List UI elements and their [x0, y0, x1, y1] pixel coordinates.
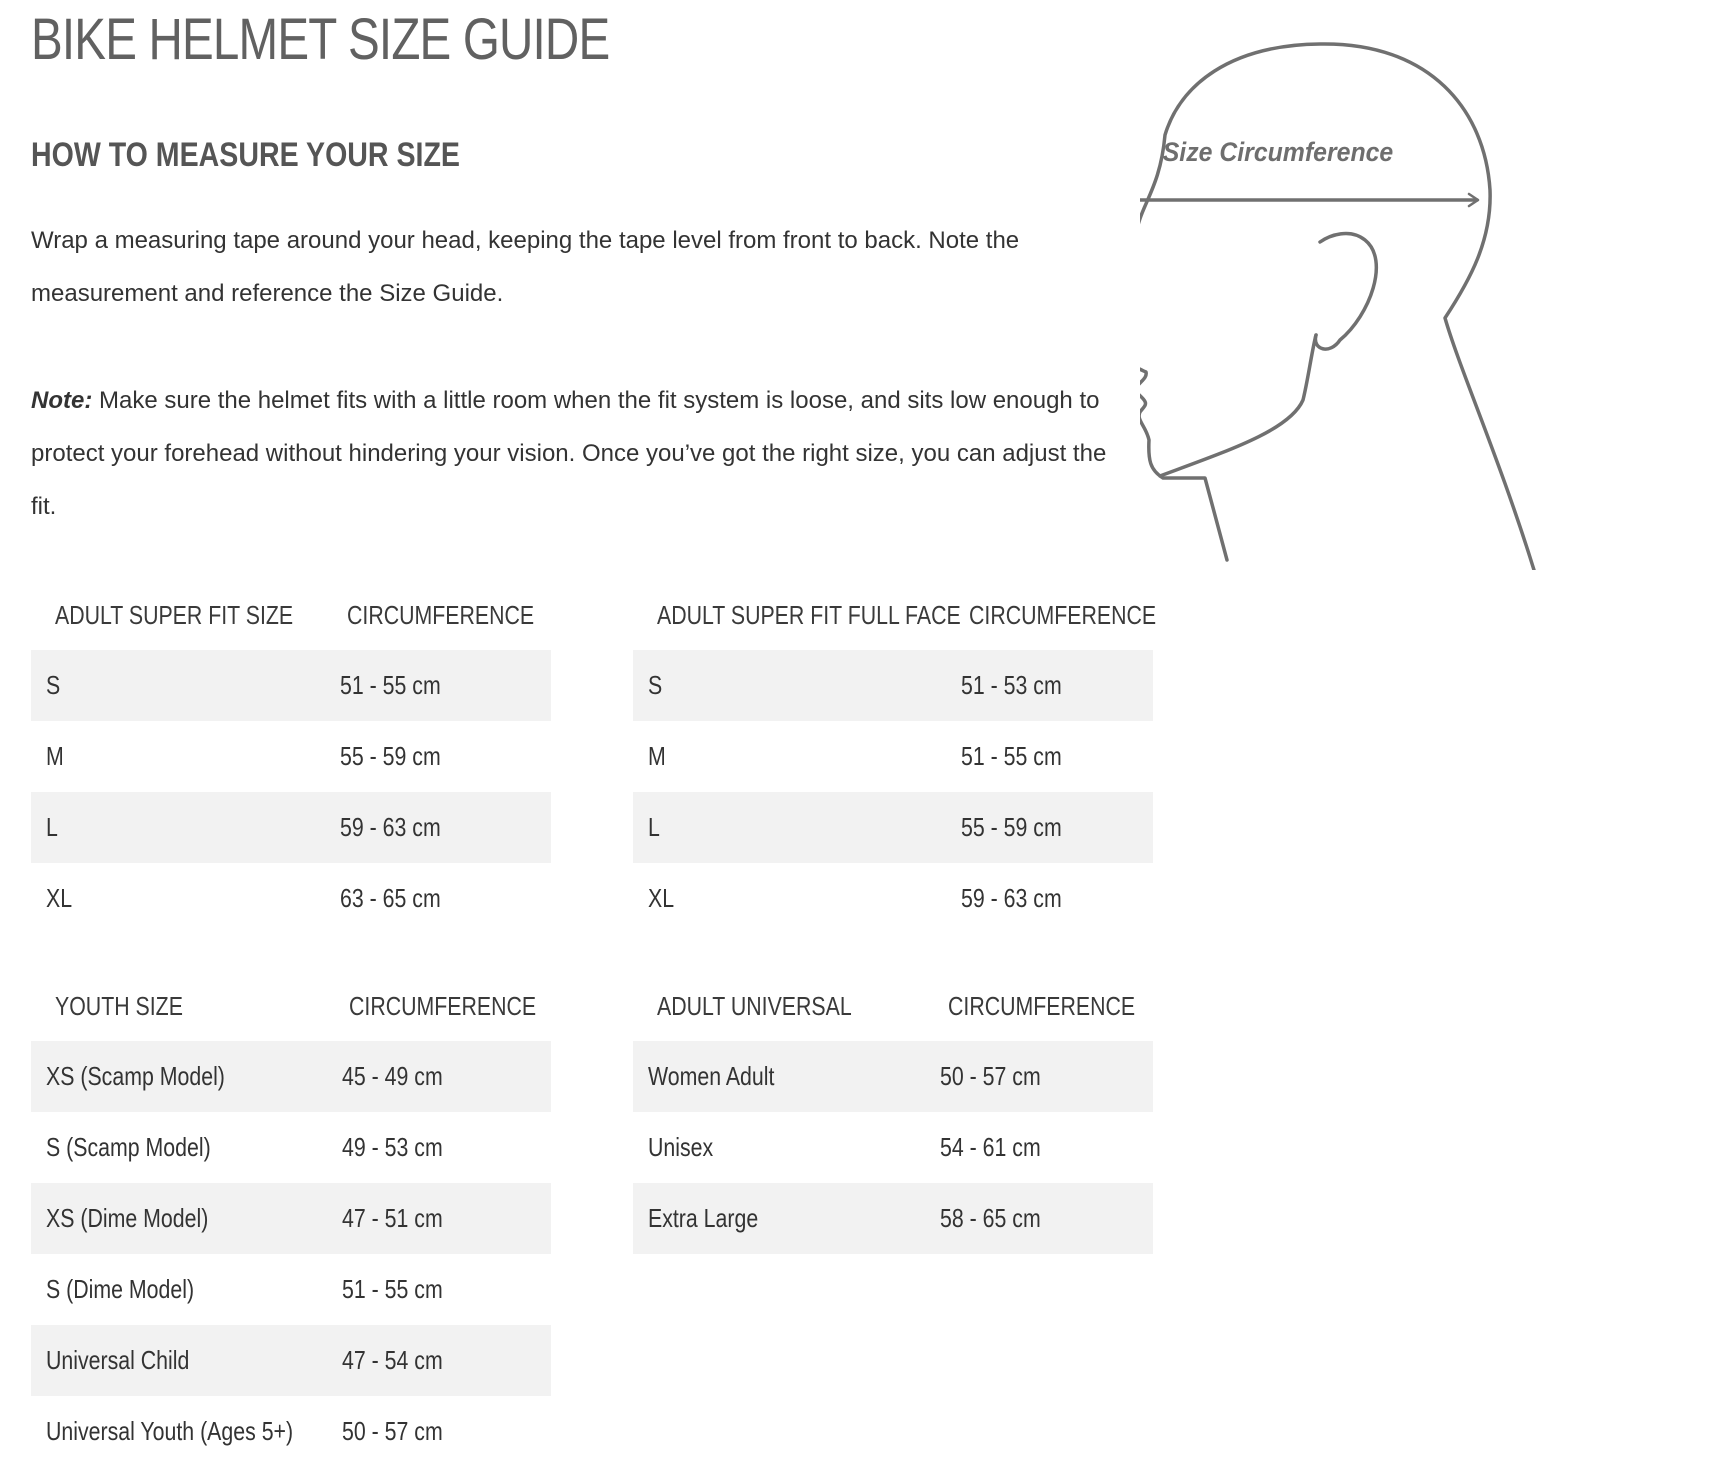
table-row — [633, 792, 1153, 863]
size-cell: S — [46, 670, 61, 700]
size-cell: XL — [648, 883, 675, 913]
circumference-column-header: CIRCUMFERENCE — [948, 991, 1136, 1021]
circumference-cell: 55 - 59 cm — [340, 741, 441, 771]
circumference-cell: 59 - 63 cm — [961, 883, 1062, 913]
table-header — [31, 588, 551, 650]
circumference-cell: 51 - 55 cm — [342, 1274, 443, 1304]
size-cell: Universal Youth (Ages 5+) — [46, 1416, 294, 1446]
size-cell: M — [46, 741, 64, 771]
size-cell: Women Adult — [648, 1061, 775, 1091]
adult-super-fit-table — [31, 588, 551, 934]
size-cell: L — [46, 812, 58, 842]
circumference-cell: 49 - 53 cm — [342, 1132, 443, 1162]
note-label: Note: — [31, 387, 93, 414]
table-row — [633, 721, 1153, 792]
measure-heading: HOW TO MEASURE YOUR SIZE — [31, 136, 460, 174]
note-text: Make sure the helmet fits with a little room when the fit system is loose, and sits low enough to protect your forehead without hindering your vision. Once you’ve got the right size, you can adjust the fit. — [31, 387, 1107, 520]
adult-universal-table — [633, 979, 1153, 1254]
table-row — [31, 1041, 551, 1112]
circumference-column-header: CIRCUMFERENCE — [347, 600, 535, 630]
circumference-cell: 50 - 57 cm — [940, 1061, 1041, 1091]
circumference-cell: 47 - 54 cm — [342, 1345, 443, 1375]
table-row — [31, 1396, 551, 1467]
size-column-header: ADULT SUPER FIT SIZE — [55, 600, 294, 630]
measure-instructions: Wrap a measuring tape around your head, keeping the tape level from front to back. Note the measurement and reference the Size Guide. — [31, 227, 1020, 307]
table-header — [31, 979, 551, 1041]
table-row — [31, 863, 551, 934]
adult-full-face-table — [633, 588, 1157, 934]
table-row — [633, 1041, 1153, 1112]
size-column-header: ADULT UNIVERSAL — [657, 991, 852, 1021]
size-cell: Extra Large — [648, 1203, 759, 1233]
circumference-cell: 59 - 63 cm — [340, 812, 441, 842]
circumference-cell: 51 - 55 cm — [340, 670, 441, 700]
circumference-cell: 63 - 65 cm — [340, 883, 441, 913]
size-cell: XL — [46, 883, 73, 913]
circumference-label: Size Circumference — [1162, 138, 1394, 168]
size-cell: Universal Child — [46, 1345, 190, 1375]
head-profile-icon — [1140, 30, 1680, 570]
table-row — [633, 1112, 1153, 1183]
size-cell: S (Scamp Model) — [46, 1132, 211, 1162]
table-row — [31, 1254, 551, 1325]
table-row — [633, 1183, 1153, 1254]
head-outline — [1140, 44, 1534, 570]
fit-note — [31, 374, 1131, 533]
size-cell: L — [648, 812, 660, 842]
table-row — [31, 650, 551, 721]
table-header — [633, 979, 1153, 1041]
size-column-header: ADULT SUPER FIT FULL FACE — [657, 600, 961, 630]
size-cell: XS (Scamp Model) — [46, 1061, 225, 1091]
table-row — [31, 1183, 551, 1254]
size-cell: S (Dime Model) — [46, 1274, 195, 1304]
size-column-header: YOUTH SIZE — [55, 991, 183, 1021]
page-title: BIKE HELMET SIZE GUIDE — [31, 7, 610, 72]
circumference-cell: 55 - 59 cm — [961, 812, 1062, 842]
circumference-cell: 45 - 49 cm — [342, 1061, 443, 1091]
table-header — [633, 588, 1157, 650]
circumference-cell: 51 - 55 cm — [961, 741, 1062, 771]
circumference-cell: 58 - 65 cm — [940, 1203, 1041, 1233]
circumference-column-header: CIRCUMFERENCE — [969, 600, 1157, 630]
circumference-column-header: CIRCUMFERENCE — [349, 991, 537, 1021]
table-row — [31, 1325, 551, 1396]
circumference-cell: 47 - 51 cm — [342, 1203, 443, 1233]
table-row — [31, 721, 551, 792]
table-row — [31, 1112, 551, 1183]
table-row — [31, 792, 551, 863]
table-row — [633, 650, 1153, 721]
size-cell: M — [648, 741, 666, 771]
size-cell: XS (Dime Model) — [46, 1203, 209, 1233]
circumference-cell: 54 - 61 cm — [940, 1132, 1041, 1162]
youth-size-table — [31, 979, 551, 1467]
size-cell: Unisex — [648, 1132, 714, 1162]
table-row — [633, 863, 1153, 934]
circumference-cell: 50 - 57 cm — [342, 1416, 443, 1446]
size-cell: S — [648, 670, 663, 700]
circumference-cell: 51 - 53 cm — [961, 670, 1062, 700]
